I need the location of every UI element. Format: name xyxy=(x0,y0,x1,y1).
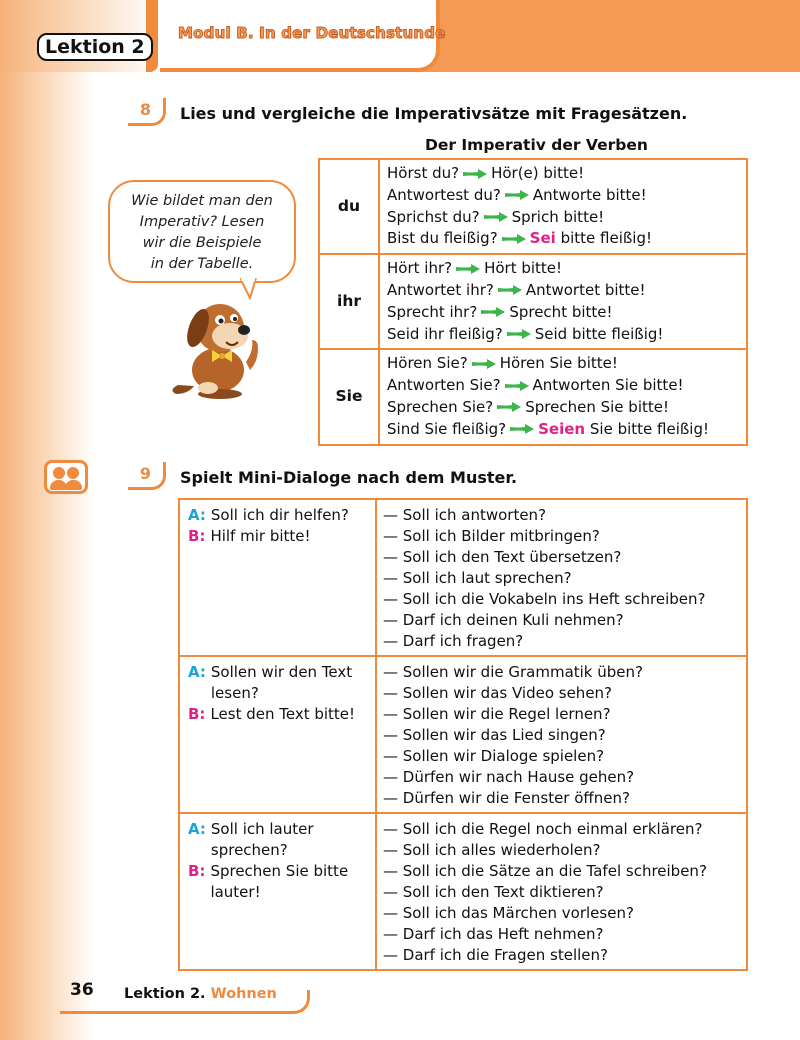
question-text: Antwortet ihr? xyxy=(387,280,494,299)
prompt-item: — Darf ich deinen Kuli nehmen? xyxy=(383,611,624,629)
examples-cell xyxy=(379,159,747,254)
imperative-text: Hört bitte! xyxy=(484,259,563,278)
example-line xyxy=(387,185,746,207)
question-text: Sind Sie fleißig? xyxy=(387,419,507,438)
imperative-text: bitte fleißig! xyxy=(555,229,653,248)
prompt-item: — Sollen wir die Grammatik üben? xyxy=(383,663,643,681)
example-line xyxy=(387,228,746,250)
prompts-cell xyxy=(376,813,747,970)
speaker-a-label: A: xyxy=(188,506,206,524)
prompt-item: — Soll ich Bilder mitbringen? xyxy=(383,527,600,545)
green-arrow-icon xyxy=(504,189,530,201)
prompt-item: — Darf ich fragen? xyxy=(383,632,524,650)
green-arrow-icon xyxy=(509,423,535,435)
speaker-b-line xyxy=(188,704,369,725)
imperative-text: Antwortet bitte! xyxy=(525,280,646,299)
pronoun-cell: du xyxy=(319,159,379,254)
speaker-b-label: B: xyxy=(188,527,206,545)
question-text: Hören Sie? xyxy=(387,354,468,373)
group-work-icon xyxy=(44,460,88,494)
prompt-item: — Soll ich die Regel noch einmal erklären? xyxy=(383,820,703,838)
question-text: Sprichst du? xyxy=(387,207,480,226)
prompt-item: — Soll ich den Text diktieren? xyxy=(383,883,604,901)
pronoun-cell: Sie xyxy=(319,349,379,444)
speaker-b-text: Sprechen Sie bitte lauter! xyxy=(210,862,349,901)
left-gradient-band xyxy=(0,0,95,1040)
footer-lesson xyxy=(124,986,277,1002)
speaker-b-line xyxy=(188,526,369,547)
imperative-table-title: Der Imperativ der Verben xyxy=(425,136,648,154)
prompt-item: — Sollen wir Dialoge spielen? xyxy=(383,747,605,765)
pronoun-cell: ihr xyxy=(319,254,379,349)
bubble-line: Imperativ? Lesen xyxy=(139,214,265,230)
example-line xyxy=(387,324,746,346)
prompt-item: — Soll ich alles wiederholen? xyxy=(383,841,601,859)
examples-cell xyxy=(379,254,747,349)
example-line xyxy=(387,302,746,324)
question-text: Antwortest du? xyxy=(387,185,501,204)
question-text: Antworten Sie? xyxy=(387,376,501,395)
prompt-item: — Sollen wir die Regel lernen? xyxy=(383,705,611,723)
imperative-text: Seid bitte fleißig! xyxy=(534,324,664,343)
question-text: Hört ihr? xyxy=(387,259,453,278)
question-text: Sprechen Sie? xyxy=(387,397,494,416)
dialogue-row xyxy=(179,499,747,656)
green-arrow-icon xyxy=(462,168,488,180)
prompts-cell xyxy=(376,656,747,813)
imperative-text: Sie bitte fleißig! xyxy=(585,419,710,438)
example-line xyxy=(387,280,746,302)
exercise-8-number: 8 xyxy=(128,98,166,126)
pronoun-group-row xyxy=(319,159,747,254)
imperative-text: Sprechen Sie bitte! xyxy=(525,397,669,416)
question-text: Bist du fleißig? xyxy=(387,229,498,248)
prompt-item: — Darf ich die Fragen stellen? xyxy=(383,946,608,964)
prompt-item: — Soll ich den Text übersetzen? xyxy=(383,548,622,566)
example-line xyxy=(387,207,746,229)
imperative-text: Antworte bitte! xyxy=(532,185,647,204)
exercise-8-title: Lies und vergleiche die Imperativsätze mit Fragesätzen. xyxy=(180,104,688,123)
green-arrow-icon xyxy=(496,401,522,413)
green-arrow-icon xyxy=(506,328,532,340)
question-text: Hörst du? xyxy=(387,164,460,182)
imperative-text: Hör(e) bitte! xyxy=(491,164,585,182)
prompt-item: — Dürfen wir nach Hause gehen? xyxy=(383,768,635,786)
model-dialogue-cell xyxy=(179,813,376,970)
model-dialogue-cell xyxy=(179,656,376,813)
speaker-b-text: Lest den Text bitte! xyxy=(210,705,356,723)
speaker-b-line xyxy=(188,861,369,903)
prompt-item: — Soll ich laut sprechen? xyxy=(383,569,572,587)
model-dialogue-cell xyxy=(179,499,376,656)
page-number: 36 xyxy=(70,980,94,1000)
imperative-highlight: Sei xyxy=(529,229,556,248)
prompt-item: — Soll ich die Sätze an die Tafel schreiben? xyxy=(383,862,707,880)
dog-illustration xyxy=(168,290,278,400)
imperative-text: Sprich bitte! xyxy=(511,207,605,226)
speaker-a-text: Soll ich lauter sprechen? xyxy=(210,820,314,859)
imperative-text: Antworten Sie bitte! xyxy=(532,376,684,395)
prompt-item: — Soll ich die Vokabeln ins Heft schreiben? xyxy=(383,590,706,608)
speech-bubble xyxy=(108,180,296,283)
green-arrow-icon xyxy=(483,211,509,223)
prompt-item: — Darf ich das Heft nehmen? xyxy=(383,925,604,943)
imperative-table xyxy=(318,158,748,446)
speaker-a-text: Sollen wir den Text lesen? xyxy=(210,663,353,702)
examples-cell xyxy=(379,349,747,444)
prompt-item: — Soll ich das Märchen vorlesen? xyxy=(383,904,634,922)
example-line xyxy=(387,353,746,375)
green-arrow-icon xyxy=(471,358,497,370)
bubble-line: wir die Beispiele xyxy=(142,235,262,251)
speaker-a-label: A: xyxy=(188,820,206,838)
example-line xyxy=(387,419,746,441)
module-title: Modul B. In der Deutschstunde xyxy=(178,24,446,42)
exercise-9-number: 9 xyxy=(128,462,166,490)
footer-topic: Wohnen xyxy=(210,986,277,1002)
question-text: Seid ihr fleißig? xyxy=(387,324,503,343)
prompts-cell xyxy=(376,499,747,656)
footer-lesson-label: Lektion 2. xyxy=(124,986,206,1002)
speaker-b-text: Hilf mir bitte! xyxy=(210,527,311,545)
green-arrow-icon xyxy=(455,263,481,275)
example-line xyxy=(387,375,746,397)
prompt-item: — Sollen wir das Lied singen? xyxy=(383,726,606,744)
bubble-line: Wie bildet man den xyxy=(131,193,273,209)
imperative-text: Sprecht bitte! xyxy=(509,302,613,321)
prompt-item: — Dürfen wir die Fenster öffnen? xyxy=(383,789,630,807)
green-arrow-icon xyxy=(497,284,523,296)
lesson-badge: Lektion 2 xyxy=(37,33,153,61)
exercise-9-title: Spielt Mini-Dialoge nach dem Muster. xyxy=(180,468,518,487)
example-line xyxy=(387,258,746,280)
dialogue-row xyxy=(179,813,747,970)
dialogue-table xyxy=(178,498,748,971)
dialogue-row xyxy=(179,656,747,813)
speaker-a-line xyxy=(188,662,369,704)
question-text: Sprecht ihr? xyxy=(387,302,478,321)
green-arrow-icon xyxy=(504,380,530,392)
prompt-item: — Sollen wir das Video sehen? xyxy=(383,684,613,702)
pronoun-group-row xyxy=(319,349,747,444)
example-line xyxy=(387,163,746,185)
speaker-b-label: B: xyxy=(188,862,206,880)
green-arrow-icon xyxy=(480,306,506,318)
speaker-a-line xyxy=(188,505,369,526)
bubble-line: in der Tabelle. xyxy=(150,256,254,272)
example-line xyxy=(387,397,746,419)
green-arrow-icon xyxy=(501,233,527,245)
speaker-a-line xyxy=(188,819,369,861)
imperative-highlight: Seien xyxy=(538,419,586,438)
prompt-item: — Soll ich antworten? xyxy=(383,506,547,524)
speaker-a-text: Soll ich dir helfen? xyxy=(210,506,349,524)
pronoun-group-row xyxy=(319,254,747,349)
imperative-text: Hören Sie bitte! xyxy=(499,354,618,373)
speaker-a-label: A: xyxy=(188,663,206,681)
speaker-b-label: B: xyxy=(188,705,206,723)
